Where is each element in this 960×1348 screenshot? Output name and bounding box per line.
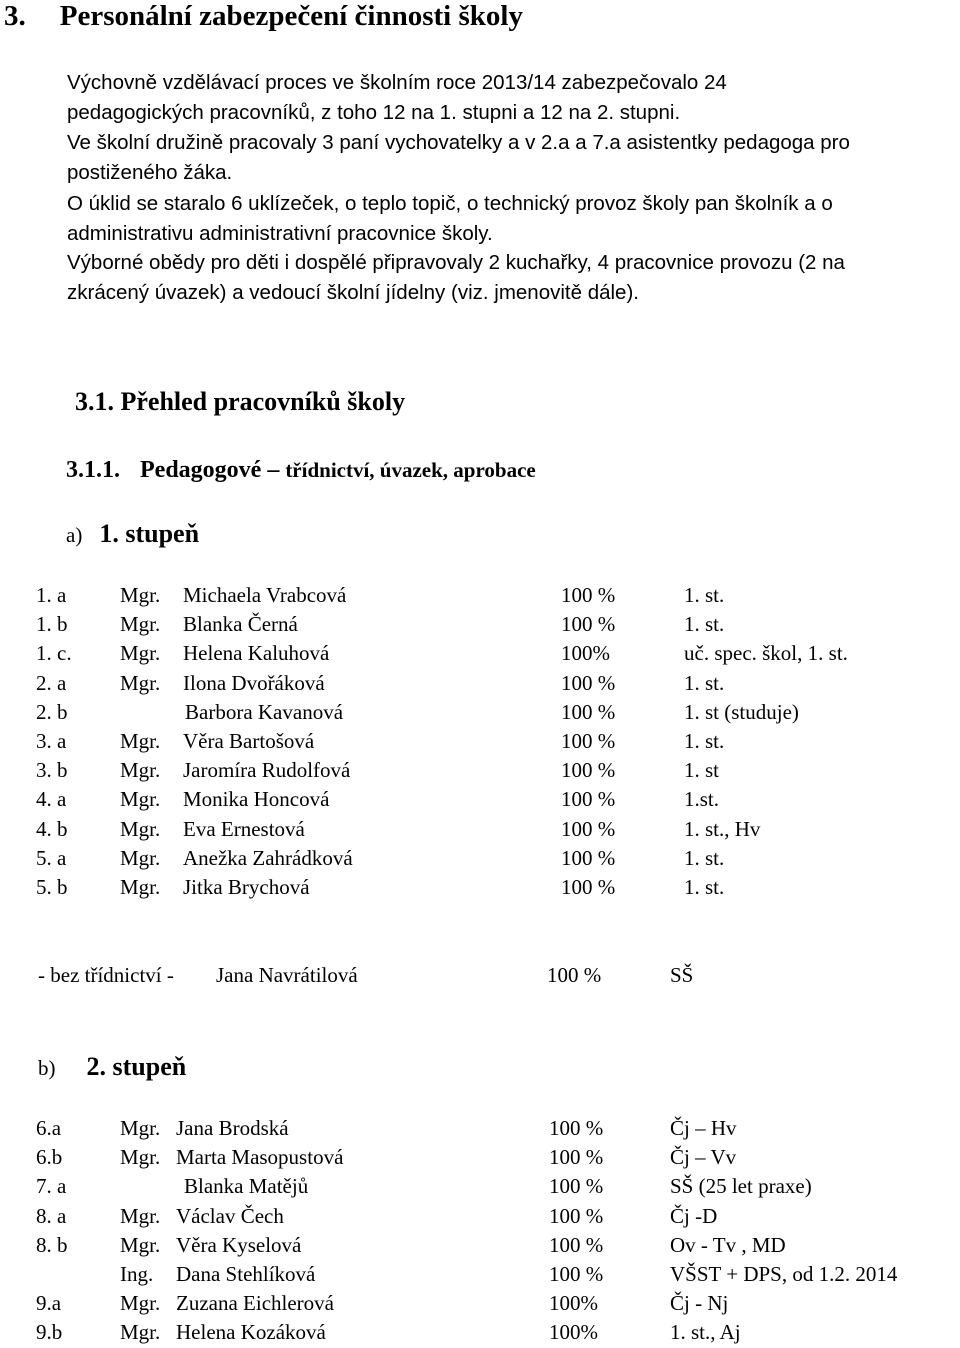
staff-approbation: Čj - Nj (670, 1291, 729, 1316)
staff-row (0, 846, 960, 872)
staff-row (0, 612, 960, 638)
staff-load: 100 % (561, 845, 616, 870)
section-3-1-1-dash: – (267, 457, 280, 483)
staff-row (0, 817, 960, 843)
staff-class: 7. a (36, 1174, 67, 1199)
staff-name: Jaromíra Rudolfová (183, 758, 351, 783)
staff-approbation: uč. spec. škol, 1. st. (684, 641, 848, 666)
staff-name: Jana Brodská (176, 1116, 289, 1140)
staff-row (0, 1291, 960, 1317)
staff-approbation: 1. st. (684, 670, 725, 695)
staff-name: Michaela Vrabcová (183, 583, 347, 607)
staff-load: 100 % (561, 729, 616, 753)
no-class-label: - bez třídnictví - (38, 963, 174, 987)
chapter-number: 3. (4, 0, 26, 32)
staff-class: 9.a (36, 1291, 62, 1316)
staff-name: Eva Ernestová (183, 816, 305, 841)
intro-line: Výchovně vzdělávací proces ve školním roce 2013/14 zabezpečovalo 24 (67, 71, 727, 94)
staff-class: 1. b (36, 612, 68, 637)
staff-degree: Mgr. (120, 845, 161, 870)
staff-degree: Mgr. (120, 1116, 161, 1140)
staff-class: 5. b (36, 875, 68, 899)
staff-degree: Mgr. (120, 612, 161, 637)
staff-load: 100 % (549, 1145, 604, 1170)
staff-name: Dana Stehlíková (176, 1262, 316, 1286)
section-3-1-1-heading (66, 457, 536, 484)
staff-row (0, 787, 960, 813)
staff-load: 100% (549, 1320, 598, 1345)
staff-row (0, 583, 960, 609)
staff-approbation: Ov - Tv , MD (670, 1232, 786, 1257)
staff-class: 1. c. (36, 641, 72, 666)
staff-load: 100 % (549, 1203, 604, 1228)
staff-degree: Mgr. (120, 816, 161, 841)
staff-approbation: 1. st. (684, 875, 725, 899)
staff-degree: Mgr. (120, 641, 161, 666)
staff-name: Anežka Zahrádková (183, 845, 353, 870)
staff-approbation: 1.st. (684, 787, 720, 812)
staff-approbation: 1. st. (684, 729, 725, 753)
staff-approbation: 1. st., Aj (670, 1320, 741, 1345)
staff-name: Blanka Matějů (184, 1174, 309, 1199)
staff-approbation: SŠ (25 let praxe) (670, 1174, 812, 1199)
intro-line: Výborné obědy pro děti i dospělé připravovaly 2 kuchařky, 4 pracovnice provozu (2 na (67, 251, 845, 274)
stage1-letter: a) (66, 523, 83, 547)
staff-row (0, 671, 960, 697)
staff-degree: Mgr. (120, 1203, 161, 1228)
section-3-1-1-subtitle: třídnictví, úvazek, aprobace (285, 458, 536, 482)
no-class-row (0, 963, 960, 989)
staff-approbation: Čj – Hv (670, 1116, 737, 1140)
staff-row (0, 729, 960, 755)
staff-degree: Ing. (120, 1262, 154, 1286)
staff-approbation: Čj – Vv (670, 1145, 737, 1170)
staff-name: Helena Kozáková (176, 1320, 326, 1345)
staff-degree: Mgr. (120, 583, 161, 607)
staff-load: 100 % (561, 583, 616, 607)
section-3-1-1-title: Pedagogové (140, 457, 262, 483)
staff-load: 100 % (549, 1262, 604, 1286)
staff-approbation: VŠST + DPS, od 1.2. 2014 (670, 1262, 898, 1286)
staff-load: 100 % (549, 1232, 604, 1257)
staff-class: 3. b (36, 758, 68, 783)
staff-load: 100 % (561, 670, 616, 695)
staff-row (0, 1233, 960, 1259)
staff-row (0, 1204, 960, 1230)
intro-line: zkrácený úvazek) a vedoucí školní jídelny (viz. jmenovitě dále). (67, 281, 639, 304)
staff-row (0, 1320, 960, 1346)
staff-row (0, 641, 960, 667)
staff-row (0, 1262, 960, 1288)
staff-approbation: 1. st (studuje) (684, 699, 799, 724)
staff-row (0, 1145, 960, 1171)
staff-approbation: 1. st., Hv (684, 816, 761, 841)
stage1-title: 1. stupeň (99, 519, 200, 548)
intro-line: pedagogických pracovníků, z toho 12 na 1. stupni a 12 na 2. stupni. (67, 101, 681, 124)
staff-load: 100% (561, 641, 610, 666)
staff-degree: Mgr. (120, 1320, 161, 1345)
staff-approbation: 1. st. (684, 612, 725, 637)
no-class-name: Jana Navrátilová (216, 963, 358, 987)
staff-class: 3. a (36, 729, 67, 753)
staff-load: 100% (549, 1291, 598, 1316)
staff-name: Blanka Černá (183, 612, 298, 637)
staff-class: 2. b (36, 699, 68, 724)
staff-class: 8. b (36, 1232, 68, 1257)
staff-approbation: 1. st. (684, 583, 725, 607)
no-class-load: 100 % (547, 963, 602, 987)
staff-name: Věra Kyselová (176, 1232, 302, 1257)
staff-name: Helena Kaluhová (183, 641, 330, 666)
staff-class: 4. b (36, 816, 68, 841)
staff-load: 100 % (549, 1174, 604, 1199)
section-3-1-1-number: 3.1.1. (66, 457, 120, 483)
chapter-heading (4, 0, 523, 33)
staff-load: 100 % (561, 816, 616, 841)
staff-class: 5. a (36, 845, 67, 870)
staff-name: Věra Bartošová (183, 729, 315, 753)
staff-class: 2. a (36, 670, 67, 695)
staff-approbation: 1. st (684, 758, 720, 783)
staff-degree: Mgr. (120, 670, 161, 695)
staff-load: 100 % (561, 699, 616, 724)
staff-name: Barbora Kavanová (185, 699, 344, 724)
staff-degree: Mgr. (120, 1291, 161, 1316)
staff-approbation: Čj -D (670, 1203, 718, 1228)
intro-line: Ve školní družině pracovaly 3 paní vychovatelky a v 2.a a 7.a asistentky pedagoga pro (67, 131, 850, 154)
staff-load: 100 % (561, 875, 616, 899)
staff-load: 100 % (561, 612, 616, 637)
staff-name: Marta Masopustová (176, 1145, 344, 1170)
stage2-title: 2. stupeň (86, 1052, 187, 1081)
intro-line: postiženého žáka. (67, 161, 233, 184)
staff-row (0, 700, 960, 726)
staff-row (0, 1116, 960, 1142)
staff-row (0, 1174, 960, 1200)
staff-name: Václav Čech (176, 1203, 284, 1228)
staff-class: 6.b (36, 1145, 63, 1170)
staff-approbation: 1. st. (684, 845, 725, 870)
section-3-1-title: 3.1. Přehled pracovníků školy (75, 387, 406, 416)
staff-class: 4. a (36, 787, 67, 812)
staff-load: 100 % (561, 787, 616, 812)
staff-class: 1. a (36, 583, 67, 607)
staff-class: 8. a (36, 1203, 67, 1228)
staff-degree: Mgr. (120, 758, 161, 783)
intro-line: administrativu administrativní pracovnice školy. (67, 222, 493, 245)
staff-row (0, 875, 960, 901)
staff-name: Jitka Brychová (183, 875, 310, 899)
staff-row (0, 758, 960, 784)
staff-degree: Mgr. (120, 1145, 161, 1170)
staff-degree: Mgr. (120, 1232, 161, 1257)
staff-class: 9.b (36, 1320, 63, 1345)
staff-load: 100 % (561, 758, 616, 783)
stage1-heading (66, 519, 199, 549)
staff-name: Monika Honcová (183, 787, 330, 812)
staff-degree: Mgr. (120, 787, 161, 812)
staff-load: 100 % (549, 1116, 604, 1140)
no-class-approbation: SŠ (670, 963, 694, 987)
staff-degree: Mgr. (120, 875, 161, 899)
intro-line: O úklid se staralo 6 uklízeček, o teplo topič, o technický provoz školy pan školník a o (67, 192, 833, 215)
staff-name: Zuzana Eichlerová (176, 1291, 334, 1316)
stage2-heading (38, 1052, 186, 1082)
staff-name: Ilona Dvořáková (183, 670, 325, 695)
stage2-letter: b) (38, 1056, 56, 1080)
chapter-title: Personální zabezpečení činnosti školy (59, 0, 523, 32)
staff-degree: Mgr. (120, 729, 161, 753)
staff-class: 6.a (36, 1116, 62, 1140)
